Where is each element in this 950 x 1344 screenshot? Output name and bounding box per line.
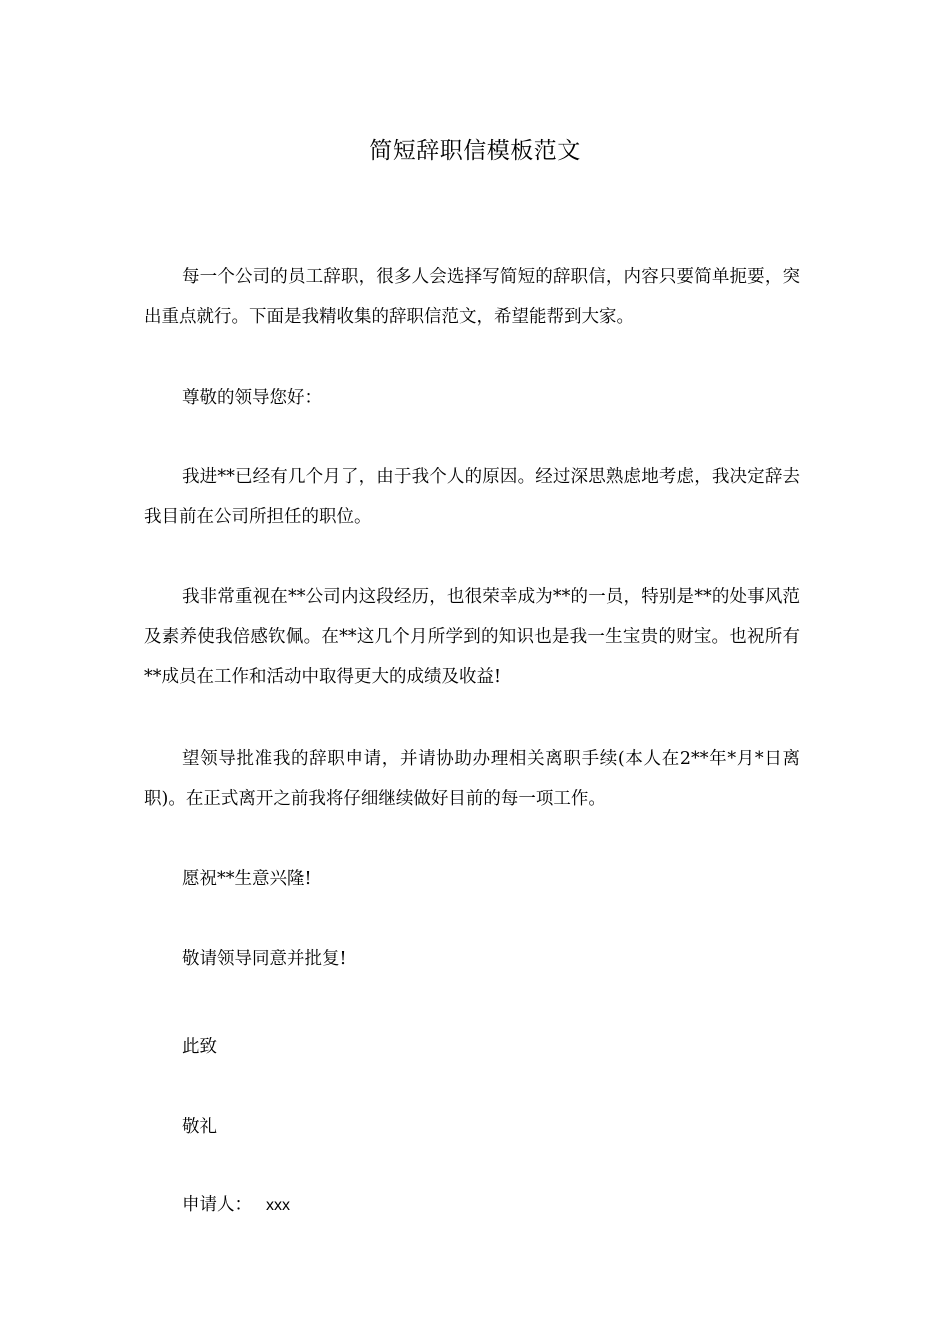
- salutation: 尊敬的领导您好：: [182, 388, 322, 408]
- body-paragraph-2: 我非常重视在**公司内这段经历，也很荣幸成为**的一员，特别是**的处事风范及素养使我倍感钦佩。在**这几个月所学到的知识也是我一生宝贵的财宝。也祝所有**成员在工作和活动中取得更大的成绩及收益!: [144, 587, 800, 687]
- wish-line: 愿祝**生意兴隆!: [182, 869, 312, 889]
- signature-line: [144, 1185, 800, 1226]
- body-paragraph-1: 我进**已经有几个月了，由于我个人的原因。经过深思熟虑地考虑，我决定辞去我目前在公司所担任的职位。: [144, 467, 800, 527]
- intro-paragraph: 每一个公司的员工辞职，很多人会选择写简短的辞职信，内容只要简单扼要，突出重点就行。下面是我精收集的辞职信范文，希望能帮到大家。: [144, 267, 800, 327]
- closing-line-2: 敬礼: [182, 1117, 217, 1137]
- signature-value: xxx: [266, 1197, 290, 1214]
- body-paragraph-3: 望领导批准我的辞职申请，并请协助办理相关离职手续(本人在2**年*月*日离职)。在正式离开之前我将仔细继续做好目前的每一项工作。: [144, 749, 800, 809]
- document-title: 简短辞职信模板范文: [369, 138, 581, 164]
- request-line: 敬请领导同意并批复!: [182, 949, 347, 969]
- signature-label: 申请人：: [182, 1195, 252, 1215]
- closing-line-1: 此致: [182, 1037, 217, 1057]
